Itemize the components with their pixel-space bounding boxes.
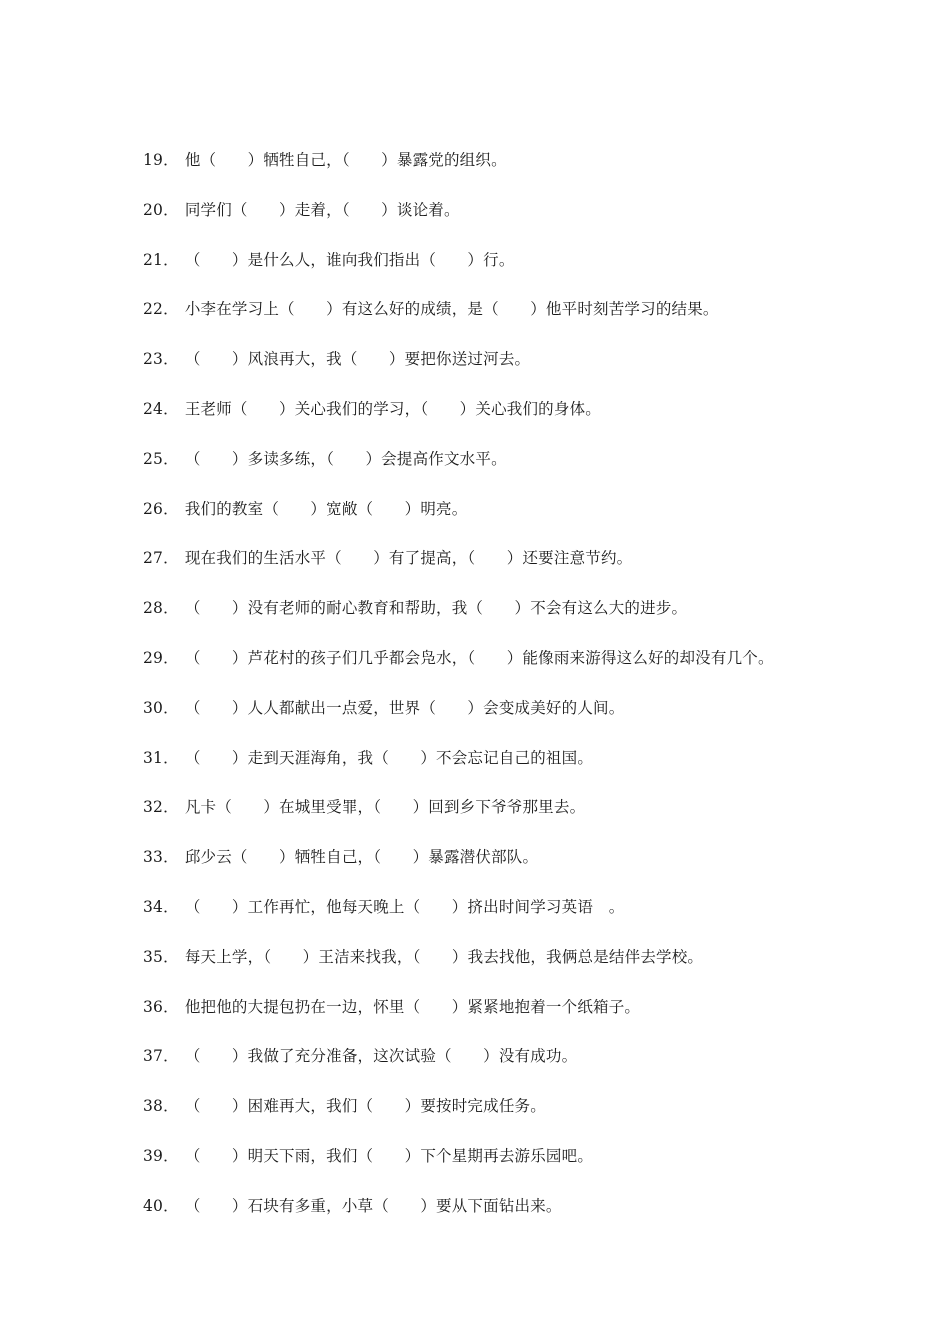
question-number: 23． [143,350,179,369]
question-number: 31． [143,748,179,767]
question-text: （ ）是什么人，谁向我们指出（ ）行。 [184,250,515,269]
question-text: （ ）明天下雨，我们（ ）下个星期再去游乐园吧。 [184,1146,594,1165]
question-text: （ ）工作再忙，他每天晚上（ ）挤出时间学习英语 。 [184,897,625,916]
question-text: 他把他的大提包扔在一边，怀里（ ）紧紧地抱着一个纸箱子。 [184,997,641,1016]
question-item [143,1095,923,1145]
question-list [143,149,923,1245]
question-item [143,348,923,398]
question-item [143,1045,923,1095]
question-item [143,448,923,498]
question-item [143,946,923,996]
question-item [143,697,923,747]
question-text: 凡卡（ ）在城里受罪，（ ）回到乡下爷爷那里去。 [184,798,586,817]
question-text: 邱少云（ ）牺牲自己，（ ）暴露潜伏部队。 [184,848,539,867]
question-text: （ ）困难再大，我们（ ）要按时完成任务。 [184,1097,546,1116]
question-number: 30． [143,698,179,717]
question-number: 38． [143,1097,179,1116]
question-number: 33． [143,848,179,867]
question-item [143,747,923,797]
question-number: 19． [143,151,179,169]
question-text: （ ）芦花村的孩子们几乎都会凫水，（ ）能像雨来游得这么好的却没有几个。 [184,648,774,667]
question-item [143,996,923,1046]
question-text: （ ）多读多练，（ ）会提高作文水平。 [184,449,507,468]
question-item [143,846,923,896]
question-text: 现在我们的生活水平（ ）有了提高，（ ）还要注意节约。 [184,549,633,568]
question-item [143,149,923,199]
question-text: 王老师（ ）关心我们的学习，（ ）关心我们的身体。 [184,399,601,418]
question-number: 39． [143,1146,179,1165]
question-item [143,1145,923,1195]
question-item [143,398,923,448]
question-text: 小李在学习上（ ）有这么好的成绩，是（ ）他平时刻苦学习的结果。 [184,300,719,319]
question-item [143,1195,923,1245]
question-item [143,498,923,548]
question-number: 28． [143,599,179,618]
question-item [143,796,923,846]
question-text: 同学们（ ）走着，（ ）谈论着。 [184,200,460,219]
question-text: 我们的教室（ ）宽敞（ ）明亮。 [184,499,468,518]
question-item [143,249,923,299]
question-item [143,547,923,597]
question-number: 27． [143,549,179,568]
question-text: 他（ ）牺牲自己，（ ）暴露党的组织。 [184,151,507,169]
question-number: 25． [143,449,179,468]
question-item [143,298,923,348]
question-text: 每天上学，（ ）王洁来找我，（ ）我去找他，我俩总是结伴去学校。 [184,947,704,966]
question-number: 21． [143,250,179,269]
question-number: 29． [143,648,179,667]
question-text: （ ）没有老师的耐心教育和帮助，我（ ）不会有这么大的进步。 [184,599,688,618]
question-item [143,199,923,249]
question-number: 20． [143,200,179,219]
question-text: （ ）走到天涯海角，我（ ）不会忘记自己的祖国。 [184,748,594,767]
question-number: 32． [143,798,179,817]
question-number: 36． [143,997,179,1016]
question-text: （ ）人人都献出一点爱，世界（ ）会变成美好的人间。 [184,698,625,717]
question-number: 40． [143,1196,179,1215]
question-item [143,896,923,946]
question-number: 26． [143,499,179,518]
question-number: 22． [143,300,179,319]
question-text: （ ）我做了充分准备，这次试验（ ）没有成功。 [184,1047,578,1066]
question-number: 37． [143,1047,179,1066]
question-item [143,647,923,697]
question-text: （ ）风浪再大，我（ ）要把你送过河去。 [184,350,531,369]
question-number: 34． [143,897,179,916]
question-number: 24． [143,399,179,418]
question-item [143,597,923,647]
question-text: （ ）石块有多重，小草（ ）要从下面钻出来。 [184,1196,562,1215]
question-number: 35． [143,947,179,966]
